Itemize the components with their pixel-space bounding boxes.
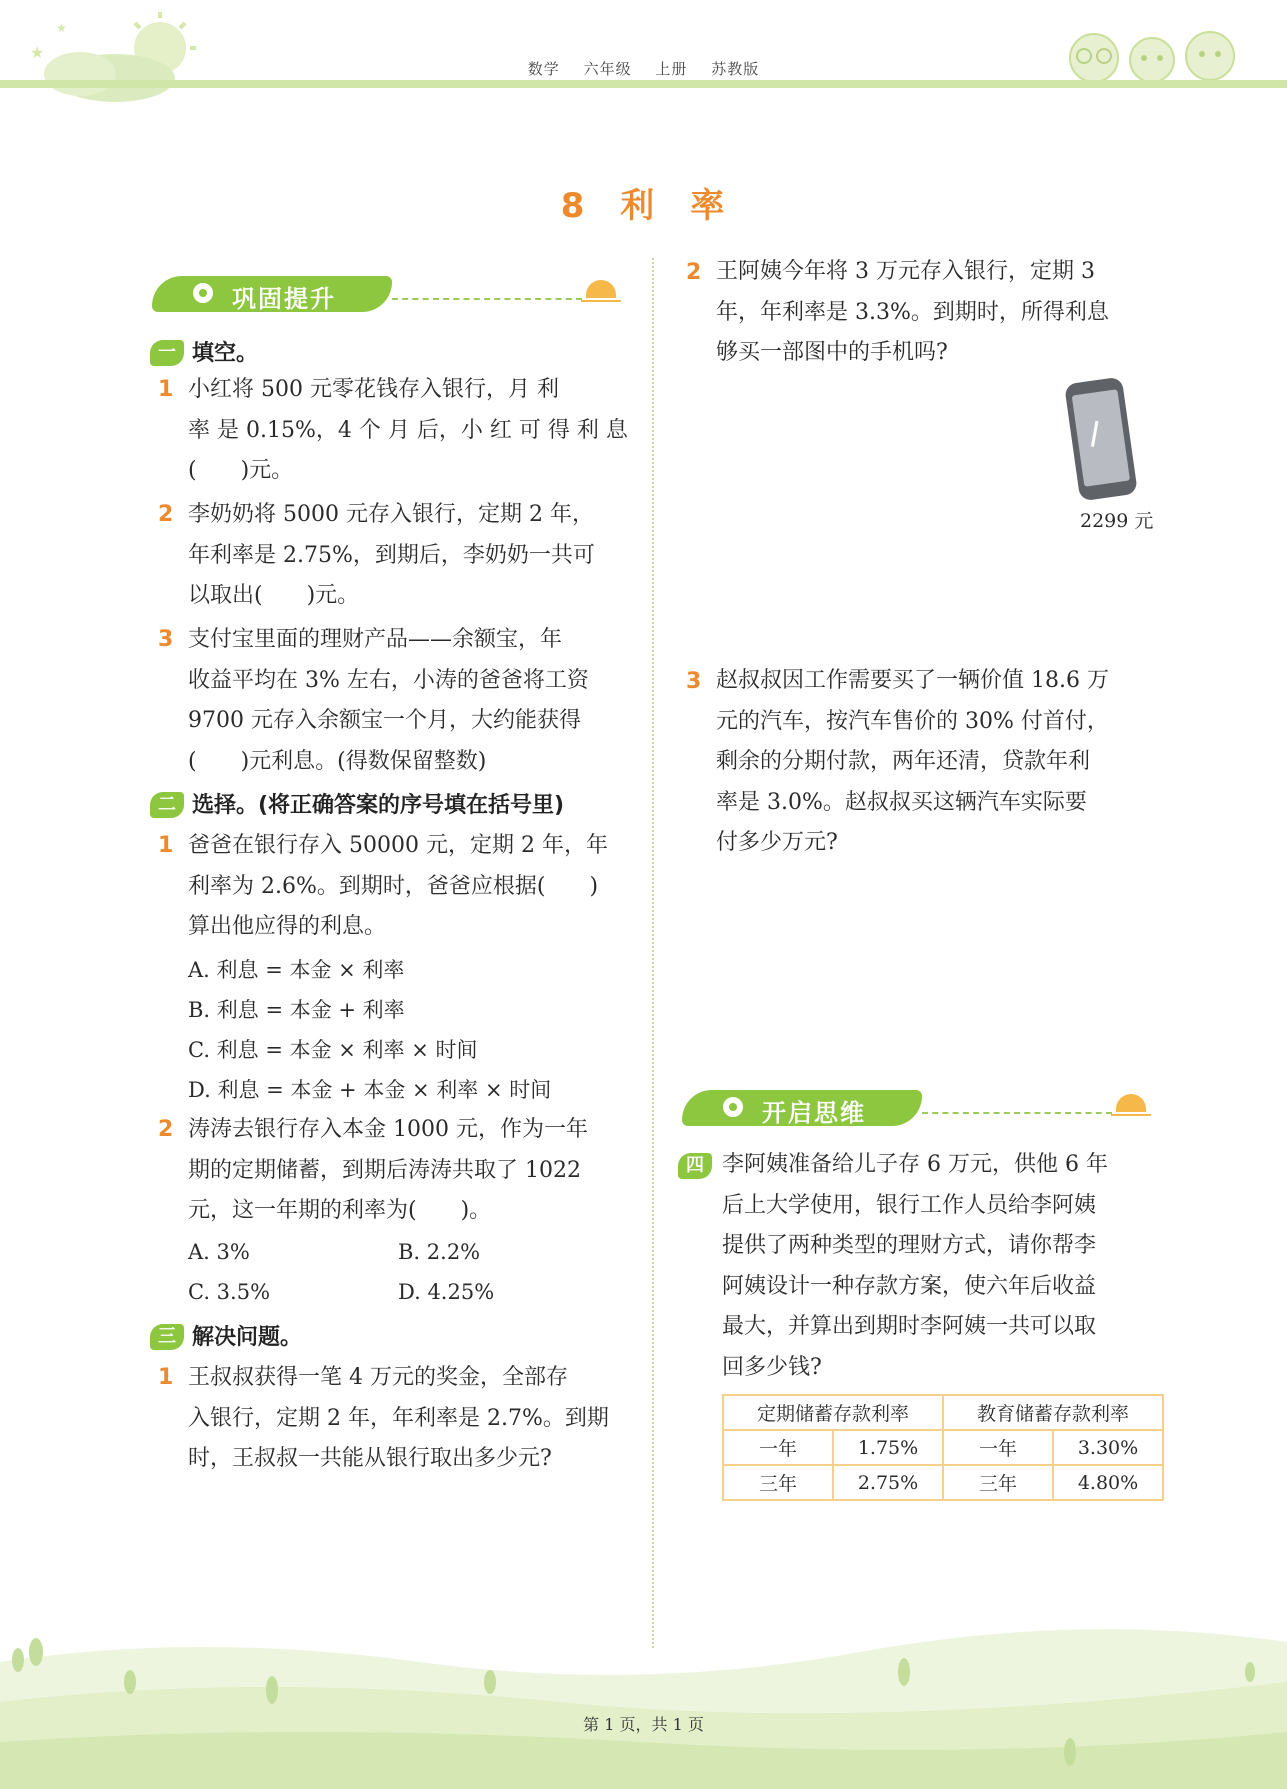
question-number: 2	[158, 502, 174, 527]
table-cell: 2.75%	[833, 1465, 943, 1500]
text-line: 付多少万元?	[716, 830, 838, 855]
text-line: 年利率是 2.75%，到期后，李奶奶一共可	[188, 542, 595, 568]
question-number: 1	[158, 377, 174, 402]
text-line: 赵叔叔因工作需要买了一辆价值 18.6 万	[716, 668, 1109, 693]
option-b: B. 利息 = 本金 + 利率	[188, 998, 405, 1022]
header-bar	[0, 80, 1287, 88]
option-d: D. 4.25%	[398, 1280, 495, 1304]
text-line: 阿姨设计一种存款方案，使六年后收益	[722, 1273, 1097, 1299]
sunset-icon	[1116, 1094, 1146, 1112]
table-cell: 1.75%	[833, 1430, 943, 1465]
question-text	[188, 620, 633, 782]
text-line: 入银行，定期 2 年，年利率是 2.7%。到期	[188, 1405, 609, 1431]
footer-hills-decoration	[0, 1612, 1287, 1789]
text-line: 涛涛去银行存入本金 1000 元，作为一年	[188, 1117, 588, 1142]
question-number: 3	[158, 627, 174, 652]
section-heading-solve	[150, 1320, 302, 1352]
table-cell: 4.80%	[1053, 1465, 1163, 1500]
table-header-cell: 定期储蓄存款利率	[723, 1395, 943, 1430]
section-number-badge: 二	[150, 792, 184, 818]
text-line: 时，王叔叔一共能从银行取出多少元?	[188, 1446, 552, 1471]
section-heading-fill	[150, 336, 258, 368]
banner-consolidate	[152, 270, 630, 318]
text-line: 以取出( )元。	[188, 583, 360, 608]
sunset-line	[1111, 1114, 1151, 1116]
page-title	[0, 178, 1287, 227]
table-cell: 三年	[943, 1465, 1053, 1500]
section-title: 选择。(将正确答案的序号填在括号里)	[192, 793, 565, 818]
text-line: 够买一部图中的手机吗?	[716, 340, 948, 365]
question-text	[188, 1110, 633, 1232]
banner-label: 开启思维	[762, 1099, 866, 1127]
sunset-icon	[586, 280, 616, 298]
text-line: 年，年利率是 3.3%。到期时，所得利息	[716, 299, 1109, 325]
svg-text:★: ★	[30, 43, 45, 62]
text-line: 爸爸在银行存入 50000 元，定期 2 年，年	[188, 833, 608, 858]
table-cell: 3.30%	[1053, 1430, 1163, 1465]
title-number: 8	[560, 186, 587, 226]
column-divider	[652, 258, 654, 1648]
option-a: A. 利息 = 本金 × 利率	[188, 958, 405, 982]
banner-eye-icon	[190, 280, 216, 306]
text-line: 元，这一年期的利率为( )。	[188, 1198, 492, 1223]
page-footer: 第 1 页，共 1 页	[583, 1715, 704, 1734]
phone-screen	[1072, 389, 1130, 487]
question-number: 1	[158, 833, 174, 858]
text-line: 李阿姨准备给儿子存 6 万元，供他 6 年	[722, 1152, 1108, 1177]
sunset-line	[581, 300, 621, 302]
banner-eye-icon	[720, 1094, 746, 1120]
question-text	[722, 1145, 1167, 1388]
question-text	[716, 252, 1166, 374]
question-text	[188, 826, 633, 948]
option-c: C. 3.5%	[188, 1280, 271, 1304]
text-line: 9700 元存入余额宝一个月，大约能获得	[188, 708, 581, 733]
text-line: 率 是 0.15%，4 个 月 后，小 红 可 得 利 息	[188, 417, 628, 443]
text-line: 率是 3.0%。赵叔叔买这辆汽车实际要	[716, 789, 1087, 815]
section-title: 解决问题。	[192, 1325, 303, 1350]
section-number-badge	[678, 1153, 720, 1179]
section-number-text: 四	[678, 1153, 712, 1179]
option-b: B. 2.2%	[398, 1240, 481, 1264]
question-text	[188, 370, 633, 492]
table-cell: 一年	[943, 1430, 1053, 1465]
table-cell: 三年	[723, 1465, 833, 1500]
question-number: 3	[686, 669, 702, 694]
banner-open-thinking	[682, 1084, 1160, 1132]
text-line: 回多少钱?	[722, 1354, 822, 1380]
text-line: 提供了两种类型的理财方式，请你帮李	[722, 1233, 1097, 1258]
question-text	[188, 1358, 633, 1480]
table-header-cell: 教育储蓄存款利率	[943, 1395, 1163, 1430]
svg-text:★: ★	[56, 21, 67, 35]
text-line: 李奶奶将 5000 元存入银行，定期 2 年，	[188, 502, 594, 527]
header-volume: 上册	[655, 60, 688, 78]
table-row	[723, 1430, 1163, 1465]
text-line: 最大，并算出到期时李阿姨一共可以取	[722, 1314, 1097, 1339]
header-edition: 苏教版	[711, 60, 760, 78]
text-line: ( )元利息。(得数保留整数)	[188, 748, 487, 774]
book-header	[0, 58, 1287, 79]
section-heading-choice	[150, 788, 564, 820]
section-number-badge: 三	[150, 1324, 184, 1350]
question-text	[188, 495, 633, 617]
header-grade: 六年级	[583, 60, 632, 78]
section-number-badge: 一	[150, 340, 184, 366]
question-number: 2	[686, 260, 702, 285]
question-number: 2	[158, 1117, 174, 1142]
text-line: 支付宝里面的理财产品——余额宝，年	[188, 627, 563, 652]
title-word-2: 率	[690, 186, 727, 226]
text-line: 后上大学使用，银行工作人员给李阿姨	[722, 1192, 1097, 1218]
text-line: ( )元。	[188, 458, 294, 483]
option-a: A. 3%	[188, 1240, 250, 1264]
table-row	[723, 1465, 1163, 1500]
text-line: 小红将 500 元零花钱存入银行，月 利	[188, 377, 559, 402]
question-text	[716, 661, 1166, 864]
text-line: 王叔叔获得一笔 4 万元的奖金，全部存	[188, 1365, 568, 1390]
table-header-row	[723, 1395, 1163, 1430]
interest-rate-table	[722, 1394, 1164, 1501]
text-line: 算出他应得的利息。	[188, 914, 387, 939]
phone-price: 2299 元	[1080, 510, 1154, 532]
title-word-1: 利	[620, 186, 657, 226]
text-line: 收益平均在 3% 左右，小涛的爸爸将工资	[188, 667, 589, 693]
text-line: 剩余的分期付款，两年还清，贷款年利	[716, 749, 1091, 774]
option-c: C. 利息 = 本金 × 利率 × 时间	[188, 1038, 478, 1062]
text-line: 利率为 2.6%。到期时，爸爸应根据( )	[188, 873, 599, 899]
question-number: 1	[158, 1365, 174, 1390]
banner-dashed-line	[922, 1112, 1112, 1114]
header-subject: 数学	[527, 60, 560, 78]
option-d: D. 利息 = 本金 + 本金 × 利率 × 时间	[188, 1078, 552, 1102]
table-cell: 一年	[723, 1430, 833, 1465]
banner-label: 巩固提升	[232, 285, 336, 313]
section-title: 填空。	[192, 341, 259, 366]
text-line: 元的汽车，按汽车售价的 30% 付首付，	[716, 708, 1109, 734]
banner-dashed-line	[392, 298, 582, 300]
text-line: 王阿姨今年将 3 万元存入银行，定期 3	[716, 259, 1095, 284]
text-line: 期的定期储蓄，到期后涛涛共取了 1022	[188, 1157, 581, 1183]
phone-icon	[1064, 377, 1138, 502]
